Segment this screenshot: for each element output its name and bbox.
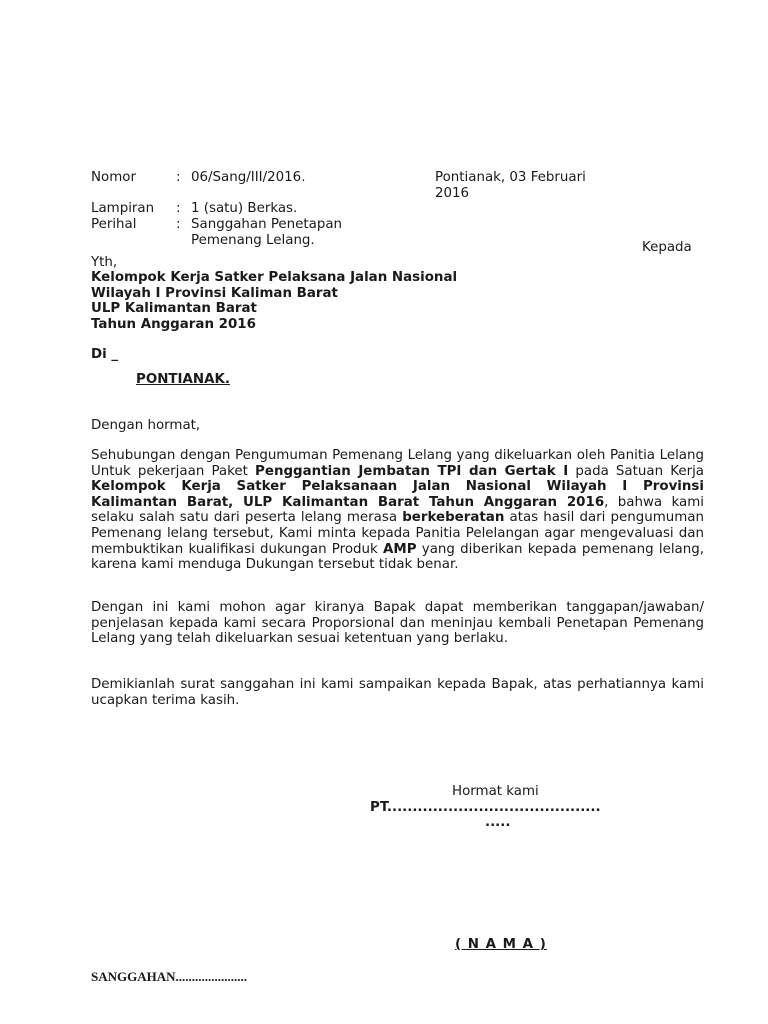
perihal-label: Perihal <box>91 217 137 232</box>
sanggahan-footer: SANGGAHAN...................... <box>91 969 248 984</box>
yth-label: Yth, <box>91 255 118 270</box>
paragraph-1-part-a: Sehubungan dengan Pengumuman Pemenang Lelang yang dikeluarkan oleh Panitia Lelang Untuk pekerjaan Paket <box>91 448 704 479</box>
paragraph-1-project: Penggantian Jembatan TPI dan Gertak I <box>255 463 569 479</box>
paragraph-1 <box>91 448 704 573</box>
recipient-line-2: Wilayah I Provinsi Kaliman Barat <box>91 286 338 301</box>
perihal-colon: : <box>176 217 181 232</box>
kepada-label: Kepada <box>642 240 692 255</box>
lampiran-value: 1 (satu) Berkas. <box>191 201 298 216</box>
city-label: PONTIANAK. <box>136 372 230 387</box>
perihal-value-line-1: Sanggahan Penetapan <box>191 217 343 232</box>
paragraph-1-work-unit: Kelompok Kerja Satker Pelaksanaan Jalan Nasional Wilayah I Provinsi Kalimantan Barat, ULP Kalimantan Barat Tahun Anggaran 2016 <box>91 479 704 510</box>
paragraph-1-objection: berkeberatan <box>402 510 505 526</box>
lampiran-colon: : <box>176 201 181 216</box>
salutation: Dengan hormat, <box>91 418 201 433</box>
closing-text: Hormat kami <box>452 784 539 799</box>
paragraph-3: Demikianlah surat sanggahan ini kami sampaikan kepada Bapak, atas perhatiannya kami ucapkan terima kasih. <box>91 677 704 708</box>
date-line-2: 2016 <box>435 186 470 201</box>
paragraph-2: Dengan ini kami mohon agar kiranya Bapak dapat memberikan tanggapan/jawaban/ penjelasan kepada kami secara Proporsional dan meninjau kembali Penetapan Pemenang Lelang yang telah dikeluarkan sesuai ketentuan yang berlaku. <box>91 600 704 647</box>
recipient-line-1: Kelompok Kerja Satker Pelaksana Jalan Nasional <box>91 270 458 285</box>
paragraph-1-part-e: , bahwa kami selaku salah satu dari peserta lelang merasa <box>91 494 704 526</box>
di-label: Di _ <box>91 347 119 362</box>
nomor-colon: : <box>176 170 181 185</box>
perihal-value-line-2: Pemenang Lelang. <box>191 233 315 248</box>
paragraph-1-part-i: yang diberikan kepada pemenang lelang, karena kami menduga Dukungan tersebut tidak benar. <box>91 541 704 573</box>
date-line-1: Pontianak, 03 Februari <box>435 170 586 185</box>
nomor-value: 06/Sang/III/2016. <box>191 170 306 185</box>
paragraph-1-part-g: atas hasil dari pengumuman Pemenang lelang tersebut, Kami minta kepada Panitia Pelelangan agar mengevaluasi dan membuktikan kualifikasi dukungan Produk <box>91 510 704 557</box>
lampiran-label: Lampiran <box>91 201 155 216</box>
company-line-2: ..... <box>485 815 511 830</box>
signatory-name: ( N A M A ) <box>455 937 547 952</box>
paragraph-1-part-c: pada Satuan Kerja <box>568 463 705 479</box>
recipient-line-3: ULP Kalimantan Barat <box>91 301 257 316</box>
company-line-1: PT.......................................... <box>370 800 601 815</box>
paragraph-1-amp: AMP <box>383 541 417 557</box>
nomor-label: Nomor <box>91 170 136 185</box>
recipient-line-4: Tahun Anggaran 2016 <box>91 317 256 332</box>
